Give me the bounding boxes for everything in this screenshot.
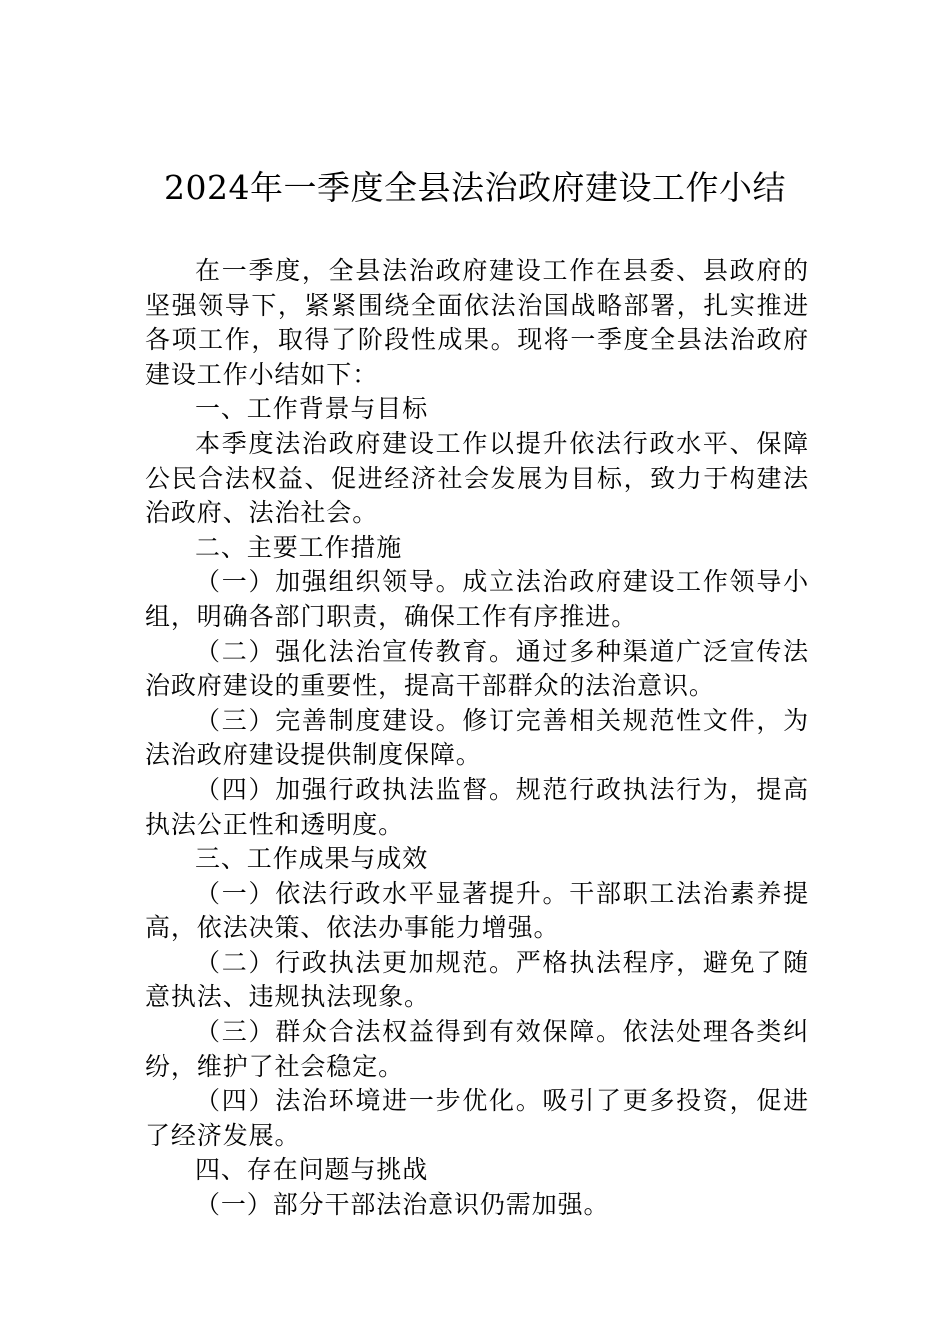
section-heading-measures: 二、主要工作措施 xyxy=(195,532,403,562)
result-item: （三）群众合法权益得到有效保障。依法处理各类纠纷，维护了社会稳定。 xyxy=(145,1017,809,1081)
intro-paragraph: 在一季度，全县法治政府建设工作在县委、县政府的坚强领导下，紧紧围绕全面依法治国战略部署，扎实推进各项工作，取得了阶段性成果。现将一季度全县法治政府建设工作小结如下： xyxy=(145,256,809,389)
measure-item: （一）加强组织领导。成立法治政府建设工作领导小组，明确各部门职责，确保工作有序推进。 xyxy=(145,567,809,631)
background-paragraph: 本季度法治政府建设工作以提升依法行政水平、保障公民合法权益、促进经济社会发展为目标，致力于构建法治政府、法治社会。 xyxy=(145,428,809,528)
result-item: （二）行政执法更加规范。严格执法程序，避免了随意执法、违规执法现象。 xyxy=(145,947,809,1012)
result-item: （一）依法行政水平显著提升。干部职工法治素养提高，依法决策、依法办事能力增强。 xyxy=(145,878,809,943)
problem-item: （一）部分干部法治意识仍需加强。 xyxy=(195,1190,610,1220)
measure-item: （四）加强行政执法监督。规范行政执法行为，提高执法公正性和透明度。 xyxy=(145,774,809,839)
result-item: （四）法治环境进一步优化。吸引了更多投资，促进了经济发展。 xyxy=(145,1086,809,1150)
measure-item: （三）完善制度建设。修订完善相关规范性文件，为法治政府建设提供制度保障。 xyxy=(145,705,809,770)
section-heading-background: 一、工作背景与目标 xyxy=(195,394,429,424)
measure-item: （二）强化法治宣传教育。通过多种渠道广泛宣传法治政府建设的重要性，提高干部群众的法治意识。 xyxy=(145,636,809,701)
section-heading-problems: 四、存在问题与挑战 xyxy=(195,1155,429,1185)
section-heading-results: 三、工作成果与成效 xyxy=(195,844,429,874)
document-title: 2024年一季度全县法治政府建设工作小结 xyxy=(164,168,786,207)
document-body xyxy=(145,254,809,1223)
